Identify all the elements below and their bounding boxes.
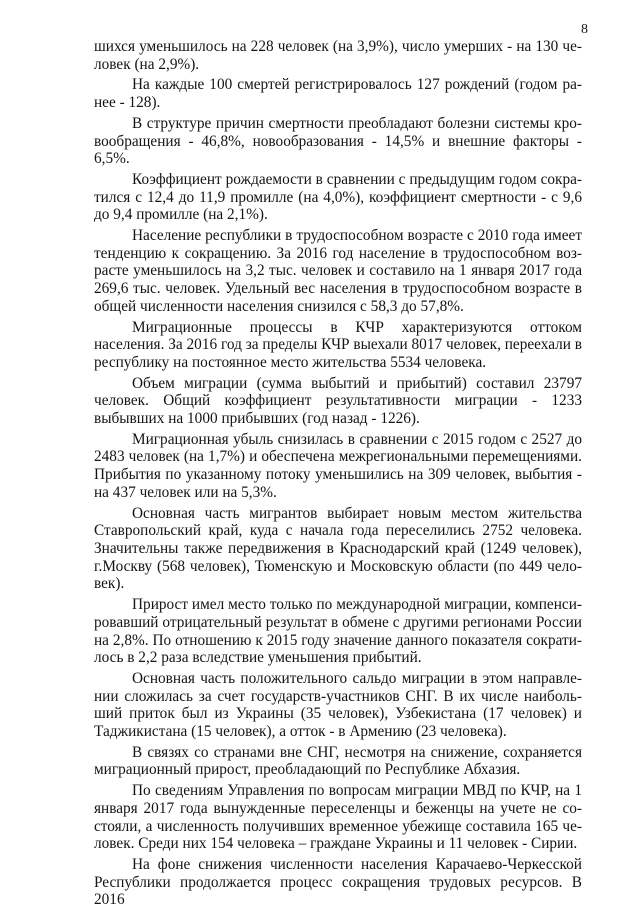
paragraph-2: На каждые 100 смертей регистрировалось 127 рождений (годом ранее - 128). <box>94 76 582 112</box>
paragraph-10: Прирост имел место только по международной миграции, компенсировавший отрицательный результат в обмене с другими регионами России на 2,8%. По отношению к 2015 году значение данного показателя сократилось в 2,2 раза вследствие уменьшения прибытий. <box>94 596 582 667</box>
paragraph-3: В структуре причин смертности преобладают болезни системы кровообращения - 46,8%, новообразования - 14,5% и внешние факторы - 6,5%. <box>94 114 582 168</box>
body-text <box>94 38 582 909</box>
paragraph-14: На фоне снижения численности населения Карачаево-Черкесской Республики продолжается процесс сокращения трудовых ресурсов. В 2016 <box>94 855 582 909</box>
paragraph-4: Коэффициент рождаемости в сравнении с предыдущим годом сократился с 12,4 до 11,9 промилле (на 4,0%), коэффициент смертности - с 9,6 до 9,4 промилле (на 2,1%). <box>94 170 582 224</box>
paragraph-8: Миграционная убыль снизилась в сравнении с 2015 годом с 2527 до 2483 человек (на 1,7%) и обеспечена межрегиональными перемещениями. Прибытия по указанному потоку уменьшились на 309 человек, выбытия - на 437 человек или на 5,3%. <box>94 430 582 501</box>
paragraph-13: По сведениям Управления по вопросам миграции МВД по КЧР, на 1 января 2017 года вынужденные переселенцы и беженцы на учете не состояли, а численность получивших временное убежище составила 165 человек. Среди них 154 человека – граждане Украины и 11 человек - Сирии. <box>94 782 582 853</box>
paragraph-11: Основная часть положительного сальдо миграции в этом направлении сложилась за счет государств-участников СНГ. В их числе наибольший приток был из Украины (35 человек), Узбекистана (17 человек) и Таджикистана (15 человек), а отток - в Армению (23 человека). <box>94 669 582 741</box>
paragraph-7: Объем миграции (сумма выбытий и прибытий) составил 23797 человек. Общий коэффициент результативности миграции - 1233 выбывших на 1000 прибывших (год назад - 1226). <box>94 374 582 428</box>
paragraph-5: Население республики в трудоспособном возрасте с 2010 года имеет тенденцию к сокращению. За 2016 год население в трудоспособном возрасте уменьшилось на 3,2 тыс. человек и составило на 1 января 2017 года 269,6 тыс. человек. Удельный вес населения в трудоспособном возрасте в общей численности населения снизился с 58,3 до 57,8%. <box>94 227 582 315</box>
paragraph-1: шихся уменьшилось на 228 человек (на 3,9%), число умерших - на 130 человек (на 2,9%). <box>94 38 582 73</box>
paragraph-12: В связях со странами вне СНГ, несмотря на снижение, сохраняется миграционный прирост, преобладающий по Республике Абхазия. <box>94 743 582 779</box>
page-number: 8 <box>581 22 588 37</box>
paragraph-6: Миграционные процессы в КЧР характеризуются оттоком населения. За 2016 год за пределы КЧР выехали 8017 человек, переехали в республику на постоянное место жительства 5534 человека. <box>94 318 582 371</box>
paragraph-9: Основная часть мигрантов выбирает новым местом жительства Ставропольский край, куда с начала года переселились 2752 человека. Значительны также передвижения в Краснодарский край (1249 человек), г.Москву (568 человек), Тюменскую и Московскую области (по 449 человек). <box>94 504 582 593</box>
